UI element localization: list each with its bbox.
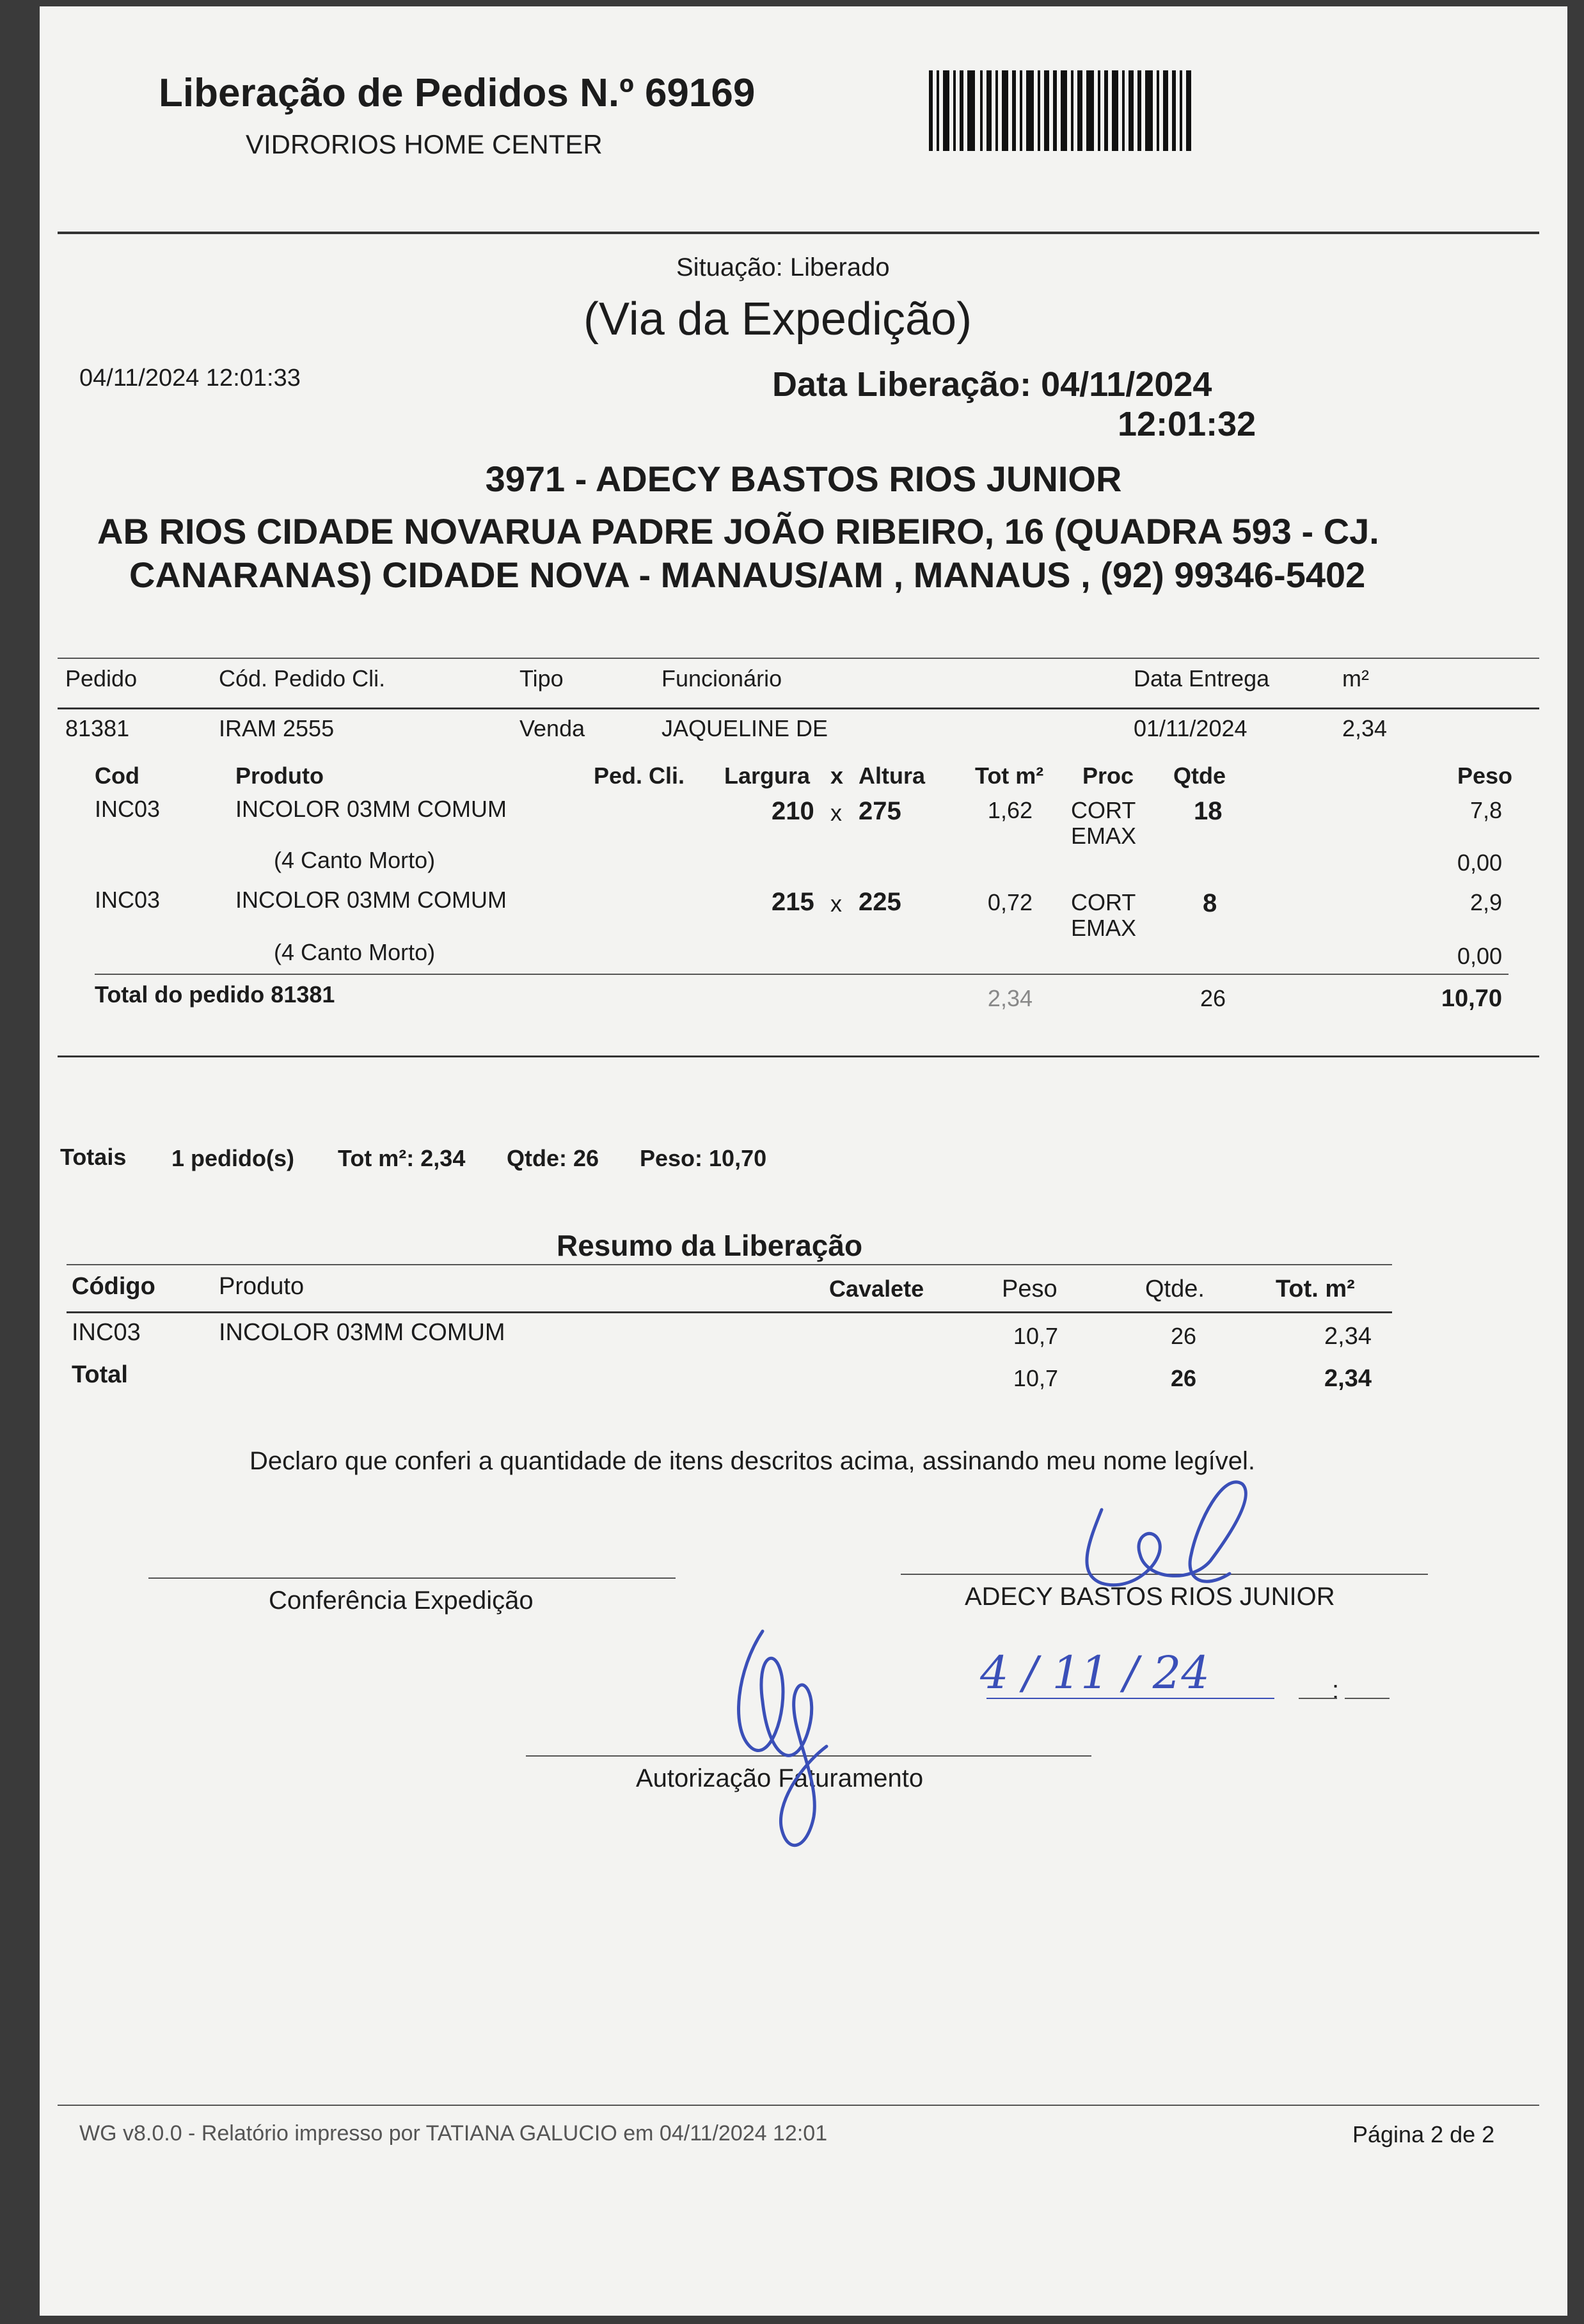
totals-label: Totais (60, 1144, 127, 1170)
items-col-peso: Peso (1457, 763, 1513, 789)
summary-col-codigo: Código (72, 1273, 155, 1300)
signature-label-right: ADECY BASTOS RIOS JUNIOR (965, 1583, 1335, 1611)
summary-col-qtde: Qtde. (1145, 1276, 1205, 1302)
order-total-qtde: 26 (1200, 985, 1226, 1011)
item-proc1: CORT (1071, 889, 1136, 915)
item-produto: INCOLOR 03MM COMUM (235, 887, 507, 913)
handwritten-date: 4 / 11 / 24 (980, 1647, 1210, 1699)
summary-col-peso: Peso (1002, 1276, 1057, 1302)
summary-top-line (67, 1264, 1392, 1265)
time-blank-line-minute (1345, 1698, 1390, 1699)
items-col-x: x (830, 763, 844, 789)
item-cod: INC03 (95, 796, 161, 822)
client-signature (1063, 1471, 1281, 1593)
item-qtde: 8 (1203, 889, 1217, 917)
summary-col-produto: Produto (219, 1273, 305, 1300)
order-total-peso: 10,70 (1441, 985, 1502, 1012)
item-tot-m2: 0,72 (987, 889, 1033, 915)
client-address-line2: CANARANAS) CIDADE NOVA - MANAUS/AM , MANAUS , (92) 99346-5402 (129, 555, 1366, 595)
item-x: x (830, 800, 842, 826)
order-total-label: Total do pedido 81381 (95, 981, 335, 1008)
totals-qtde: Qtde: 26 (507, 1145, 599, 1171)
order-total-line (95, 974, 1509, 975)
summary-col-cavalete: Cavalete (829, 1276, 924, 1302)
section-divider (58, 1055, 1539, 1057)
item-sub: (4 Canto Morto) (274, 847, 436, 873)
order-header-bottom-line (58, 707, 1539, 709)
items-col-produto: Produto (235, 763, 324, 789)
items-col-largura: Largura (724, 763, 811, 789)
item-altura: 275 (859, 797, 901, 825)
totals-pedidos: 1 pedido(s) (171, 1145, 295, 1171)
document-title: Liberação de Pedidos N.º 69169 (159, 71, 756, 115)
item-largura: 215 (772, 888, 814, 916)
footer-page: Página 2 de 2 (1352, 2121, 1495, 2147)
via-label: (Via da Expedição) (583, 294, 972, 345)
item-sub-peso: 0,00 (1457, 943, 1502, 969)
totals-peso: Peso: 10,70 (640, 1145, 767, 1171)
company-name: VIDRORIOS HOME CENTER (246, 129, 603, 159)
summary-total-peso: 10,7 (1013, 1365, 1058, 1391)
release-date-label: Data Liberação: (772, 365, 1032, 404)
release-date: 04/11/2024 (1041, 365, 1212, 404)
col-funcionario: Funcionário (661, 665, 782, 692)
col-pedido: Pedido (65, 665, 138, 692)
items-col-qtde: Qtde (1173, 763, 1226, 789)
order-total-m2: 2,34 (987, 985, 1033, 1011)
items-col-proc: Proc (1082, 763, 1134, 789)
client-address-line1: AB RIOS CIDADE NOVARUA PADRE JOÃO RIBEIRO, 16 (QUADRA 593 - CJ. (97, 511, 1379, 551)
col-data-entrega: Data Entrega (1134, 665, 1270, 692)
item-qtde: 18 (1194, 797, 1223, 825)
summary-tot-m2: 2,34 (1324, 1323, 1372, 1350)
summary-peso: 10,7 (1013, 1323, 1058, 1349)
release-time: 12:01:32 (1118, 405, 1256, 443)
release-date-line (772, 365, 1212, 404)
declaration-text: Declaro que conferi a quantidade de itens descritos acima, assinando meu nome legível. (249, 1447, 1256, 1475)
item-proc2: EMAX (1071, 915, 1137, 941)
item-x: x (830, 890, 842, 917)
item-altura: 225 (859, 888, 901, 916)
order-data-entrega: 01/11/2024 (1134, 715, 1247, 741)
items-col-ped-cli: Ped. Cli. (594, 763, 685, 789)
summary-total-qtde: 26 (1170, 1365, 1196, 1391)
item-tot-m2: 1,62 (987, 797, 1033, 823)
order-cod-pedido-cli: IRAM 2555 (219, 715, 335, 741)
item-sub-peso: 0,00 (1457, 850, 1502, 876)
signature-label-left: Conferência Expedição (269, 1586, 534, 1615)
item-sub: (4 Canto Morto) (274, 939, 436, 965)
col-m2: m² (1342, 665, 1369, 692)
items-col-tot-m2: Tot m² (975, 763, 1044, 789)
item-largura: 210 (772, 797, 814, 825)
item-peso: 2,9 (1469, 889, 1502, 915)
client-name: 3971 - ADECY BASTOS RIOS JUNIOR (485, 459, 1122, 499)
order-funcionario: JAQUELINE DE (661, 715, 828, 741)
summary-qtde: 26 (1170, 1323, 1196, 1349)
col-cod-pedido-cli: Cód. Pedido Cli. (219, 665, 386, 692)
order-pedido: 81381 (65, 715, 130, 741)
order-header-top-line (58, 658, 1539, 659)
summary-title: Resumo da Liberação (557, 1229, 863, 1262)
summary-header-line (67, 1311, 1392, 1313)
summary-total-tot-m2: 2,34 (1324, 1365, 1372, 1392)
footer-line (58, 2105, 1539, 2106)
item-peso: 7,8 (1469, 797, 1502, 823)
item-proc2: EMAX (1071, 823, 1137, 849)
items-col-altura: Altura (859, 763, 926, 789)
item-cod: INC03 (95, 887, 161, 913)
item-proc1: CORT (1071, 797, 1136, 823)
item-produto: INCOLOR 03MM COMUM (235, 796, 507, 822)
col-tipo: Tipo (519, 665, 564, 692)
signature-line-left (148, 1577, 676, 1579)
summary-total-label: Total (72, 1361, 128, 1388)
totals-m2: Tot m²: 2,34 (338, 1145, 466, 1171)
summary-codigo: INC03 (72, 1319, 141, 1346)
order-tipo: Venda (519, 715, 585, 741)
document-page (40, 6, 1567, 2316)
barcode-icon (929, 70, 1191, 151)
items-col-cod: Cod (95, 763, 139, 789)
time-blank-line-hour (1299, 1698, 1337, 1699)
footer-report: WG v8.0.0 - Relatório impresso por TATIANA GALUCIO em 04/11/2024 12:01 (79, 2121, 828, 2146)
summary-col-tot-m2: Tot. m² (1276, 1276, 1355, 1302)
header-divider (58, 232, 1539, 234)
print-datetime: 04/11/2024 12:01:33 (79, 365, 301, 391)
order-m2: 2,34 (1342, 715, 1388, 741)
summary-produto: INCOLOR 03MM COMUM (219, 1319, 505, 1346)
authorization-signature (711, 1618, 865, 1862)
date-underline (986, 1698, 1274, 1699)
time-blank: : (1332, 1676, 1340, 1704)
signature-label-auth: Autorização Faturamento (636, 1764, 924, 1792)
status-text: Situação: Liberado (676, 253, 890, 281)
